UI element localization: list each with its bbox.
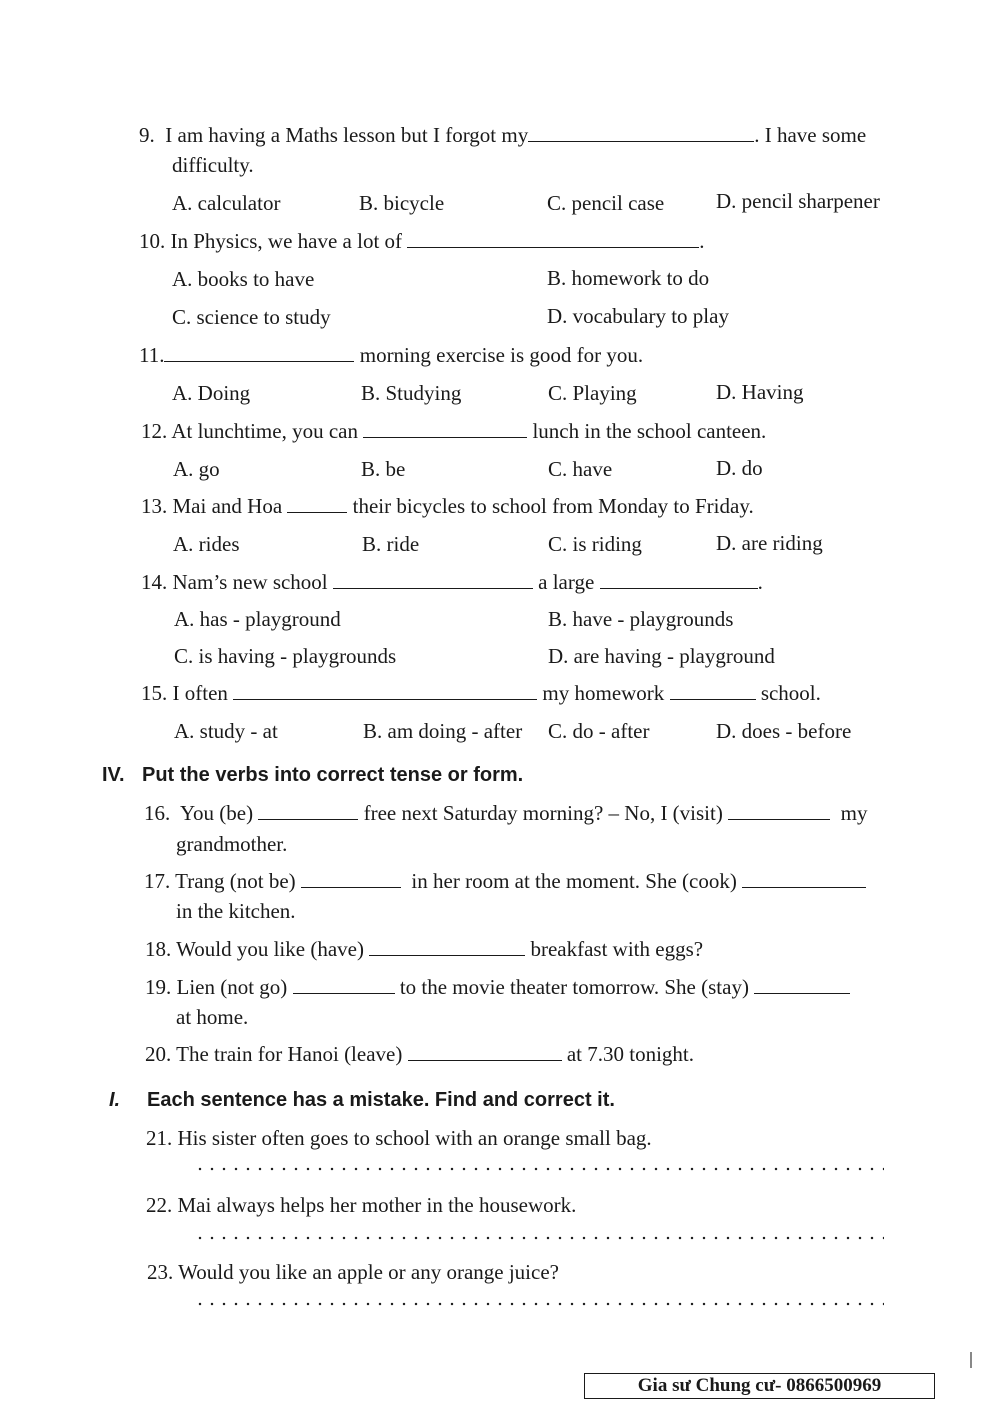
option-9b[interactable]: B. bicycle [359, 191, 445, 215]
answer-blank[interactable] [258, 801, 358, 820]
answer-blank[interactable] [408, 1042, 562, 1061]
question-23: 23. Would you like an apple or any orange juice? [147, 1260, 559, 1284]
question-9: 9. I am having a Maths lesson but I forgot my . I have some [139, 123, 867, 147]
option-11d[interactable]: D. Having [716, 380, 804, 404]
question-10: 10. In Physics, we have a lot of . [139, 229, 705, 253]
answer-blank[interactable] [742, 869, 866, 888]
option-12d[interactable]: D. do [716, 456, 763, 480]
question-9-continued: difficulty. [172, 153, 254, 177]
question-19-continued: at home. [176, 1005, 249, 1029]
answer-blank[interactable] [363, 419, 527, 438]
question-13: 13. Mai and Hoa their bicycles to school from Monday to Friday. [141, 494, 754, 518]
question-20: 20. The train for Hanoi (leave) at 7.30 tonight. [145, 1042, 695, 1066]
option-13a[interactable]: A. rides [173, 532, 240, 556]
option-9d[interactable]: D. pencil sharpener [716, 189, 880, 213]
option-14a[interactable]: A. has - playground [174, 607, 341, 631]
option-15c[interactable]: C. do - after [548, 719, 650, 743]
question-21: 21. His sister often goes to school with an orange small bag. [146, 1126, 652, 1150]
option-15a[interactable]: A. study - at [174, 719, 278, 743]
answer-blank[interactable] [528, 123, 754, 142]
option-10c[interactable]: C. science to study [172, 305, 331, 329]
option-11b[interactable]: B. Studying [361, 381, 462, 405]
answer-blank[interactable] [333, 570, 533, 589]
answer-dotted-line[interactable] [194, 1167, 884, 1171]
option-13d[interactable]: D. are riding [716, 531, 823, 555]
answer-blank[interactable] [287, 494, 347, 513]
question-22: 22. Mai always helps her mother in the housework. [146, 1193, 577, 1217]
section-4-heading: IV. Put the verbs into correct tense or form. [102, 764, 524, 786]
option-13c[interactable]: C. is riding [548, 532, 642, 556]
option-11c[interactable]: C. Playing [548, 381, 637, 405]
option-14c[interactable]: C. is having - playgrounds [174, 644, 397, 668]
answer-blank[interactable] [233, 681, 537, 700]
option-13b[interactable]: B. ride [362, 532, 420, 556]
question-14: 14. Nam’s new school a large . [141, 570, 763, 594]
answer-blank[interactable] [407, 229, 699, 248]
option-14d[interactable]: D. are having - playground [548, 644, 775, 668]
answer-blank[interactable] [293, 975, 395, 994]
question-19: 19. Lien (not go) to the movie theater tomorrow. She (stay) [145, 974, 850, 1000]
option-11a[interactable]: A. Doing [172, 381, 251, 405]
option-9a[interactable]: A. calculator [172, 191, 281, 215]
answer-blank[interactable] [600, 570, 758, 589]
answer-blank[interactable] [301, 869, 401, 888]
answer-blank[interactable] [369, 937, 525, 956]
answer-blank[interactable] [728, 801, 830, 820]
option-10d[interactable]: D. vocabulary to play [547, 304, 729, 328]
option-9c[interactable]: C. pencil case [547, 191, 665, 215]
footer-contact-box: Gia sư Chung cư- 0866500969 [584, 1373, 935, 1399]
option-15b[interactable]: B. am doing - after [363, 719, 523, 743]
question-16-continued: grandmother. [176, 832, 288, 856]
question-15: 15. I often my homework school. [141, 681, 821, 705]
option-15d[interactable]: D. does - before [716, 719, 852, 743]
option-12c[interactable]: C. have [548, 457, 613, 481]
question-17-continued: in the kitchen. [176, 899, 296, 923]
option-12b[interactable]: B. be [361, 457, 406, 481]
answer-blank[interactable] [164, 343, 354, 362]
margin-mark [970, 1352, 972, 1368]
section-5-heading: I. Each sentence has a mistake. Find and correct it. [109, 1089, 615, 1111]
answer-dotted-line[interactable] [194, 1302, 884, 1306]
question-17: 17. Trang (not be) in her room at the moment. She (cook) [144, 868, 866, 894]
option-12a[interactable]: A. go [173, 457, 220, 481]
answer-blank[interactable] [754, 975, 850, 994]
option-14b[interactable]: B. have - playgrounds [548, 607, 734, 631]
question-11: 11. morning exercise is good for you. [139, 343, 644, 367]
option-10a[interactable]: A. books to have [172, 267, 315, 291]
question-12: 12. At lunchtime, you can lunch in the school canteen. [141, 419, 767, 443]
answer-dotted-line[interactable] [194, 1236, 884, 1240]
question-18: 18. Would you like (have) breakfast with eggs? [145, 937, 704, 961]
option-10b[interactable]: B. homework to do [547, 266, 710, 290]
answer-blank[interactable] [670, 681, 756, 700]
question-16: 16. You (be) free next Saturday morning? – No, I (visit) my [144, 801, 868, 825]
